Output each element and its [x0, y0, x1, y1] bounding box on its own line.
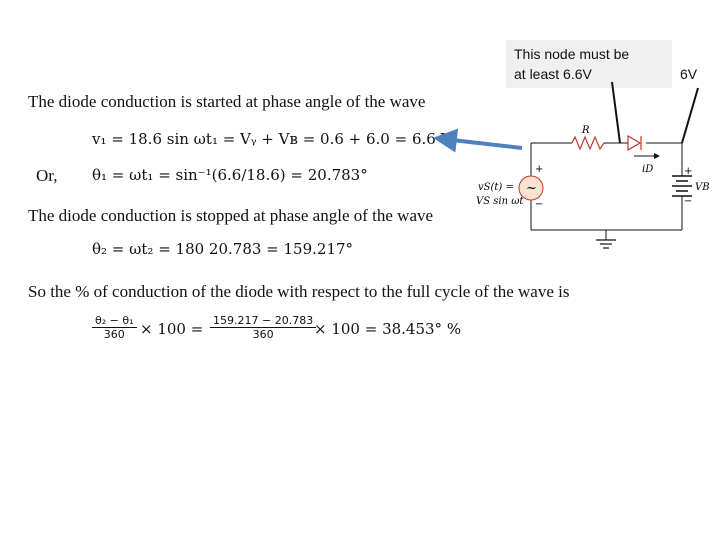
times-100-result: × 100 = 38.453° %: [314, 320, 462, 338]
resistor-label: R: [582, 125, 590, 136]
battery-symbol: [672, 176, 692, 196]
diode-symbol: [628, 136, 641, 150]
circuit-wires: [531, 143, 682, 240]
fraction-theta-numerator: θ₂ − θ₁: [92, 314, 137, 328]
equation-theta1: θ₁ = ωt₁ = sin⁻¹(6.6/18.6) = 20.783°: [92, 166, 368, 184]
battery-plus: +: [684, 166, 693, 177]
ground-symbol: [596, 240, 616, 248]
blue-arrow: [452, 140, 522, 148]
battery-label: VB: [695, 182, 710, 193]
battery-minus: −: [684, 196, 693, 207]
fraction-values-denominator: 360: [252, 328, 274, 341]
callout-note-line1: This node must be: [514, 46, 630, 62]
source-label-line1: vS(t) =: [478, 182, 514, 193]
text-line-stop: The diode conduction is stopped at phase angle of the wave: [28, 206, 434, 225]
or-label: Or,: [36, 166, 58, 185]
pointer-line-node: [612, 82, 620, 143]
fraction-theta-denominator: 360: [103, 328, 125, 341]
callout-note-line2: at least 6.6V: [514, 66, 592, 82]
pointer-line-6v: [682, 88, 698, 143]
equation-theta2: θ₂ = ωt₂ = 180 20.783 = 159.217°: [92, 240, 354, 258]
source-plus: +: [535, 164, 544, 175]
fraction-values-numerator: 159.217 − 20.783: [210, 314, 316, 328]
label-6v: 6V: [680, 66, 698, 82]
times-100-first: × 100 =: [140, 320, 204, 338]
source-tilde: ~: [526, 181, 537, 196]
current-label: iD: [642, 164, 654, 175]
source-label-line2: VS sin ωt: [476, 196, 524, 207]
equation-v1: v₁ = 18.6 sin ωt₁ = Vᵧ + Vʙ = 0.6 + 6.0 = 6.6 V: [92, 130, 452, 148]
text-line-start: The diode conduction is started at phase angle of the wave: [28, 92, 426, 111]
resistor-symbol: [572, 137, 604, 149]
text-line-percent: So the % of conduction of the diode with respect to the full cycle of the wave is: [28, 282, 570, 301]
source-minus: −: [535, 199, 544, 210]
